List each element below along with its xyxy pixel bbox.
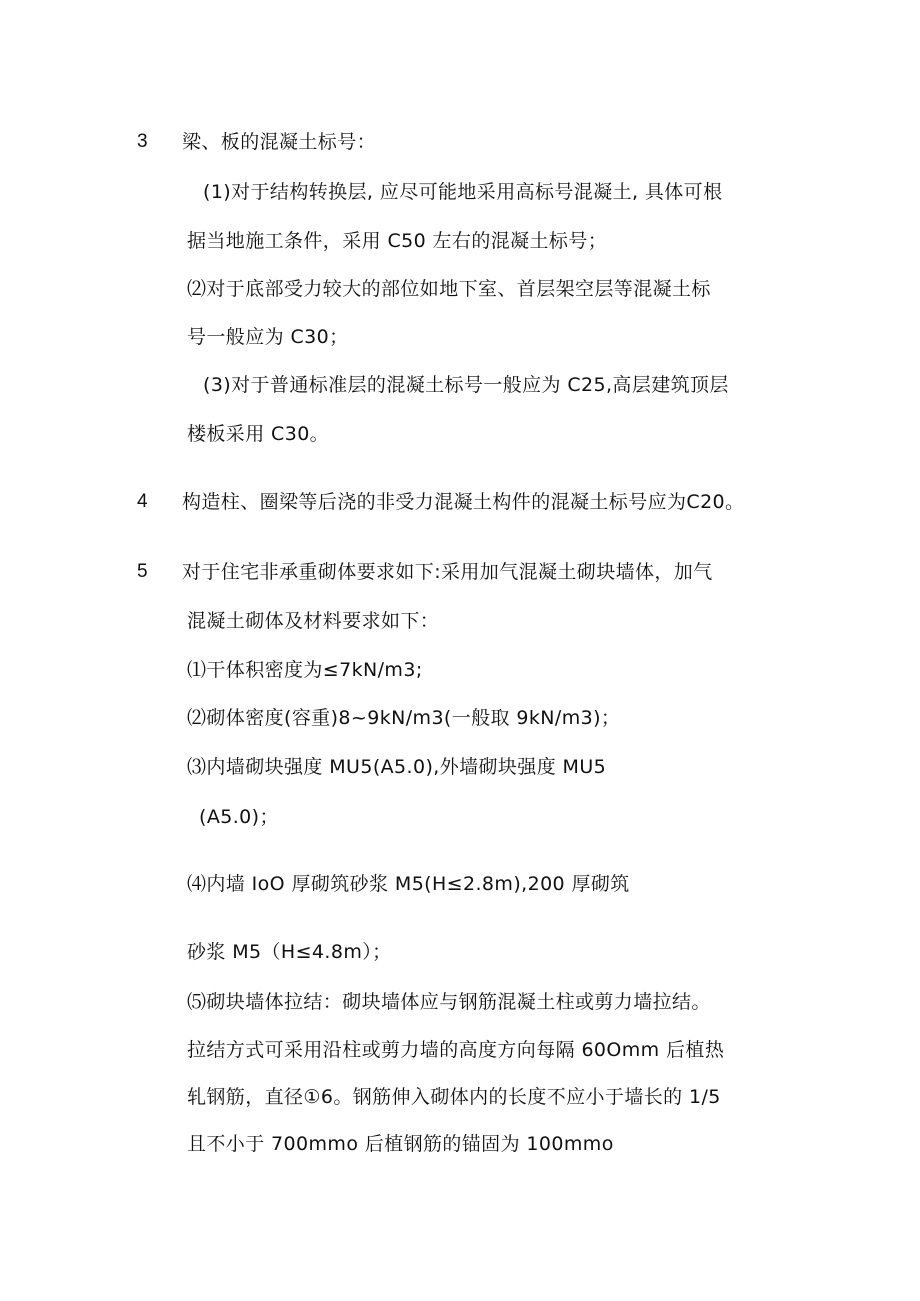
- section-5-number: 5: [137, 561, 148, 582]
- section-4-text: 构造柱、圈梁等后浇的非受力混凝土构件的混凝土标号应为C20。: [182, 491, 745, 513]
- section-5-item-3-line-2: (A5.0)；: [199, 806, 279, 828]
- section-3-item-3-line-1: (3)对于普通标准层的混凝土标号一般应为 C25,高层建筑顶层: [203, 374, 729, 396]
- section-5-item-5-line-3: 轧钢筋，直径①6。钢筋伸入砌体内的长度不应小于墙长的 1/5: [187, 1086, 721, 1108]
- section-5-item-4-line-1: ⑷内墙 IoO 厚砌筑砂浆 M5(H≤2.8m),200 厚砌筑: [187, 873, 630, 895]
- section-3-number: 3: [137, 131, 148, 152]
- section-5-item-1: ⑴干体积密度为≤7kN∕m3;: [187, 659, 423, 681]
- section-4-number: 4: [137, 491, 148, 512]
- section-5-item-4-line-2: 砂浆 M5（H≤4.8m）；: [187, 941, 392, 963]
- section-5-item-5-line-2: 拉结方式可采用沿柱或剪力墙的高度方向每隔 60Omm 后植热: [187, 1039, 725, 1061]
- section-5-item-3-line-1: ⑶内墙砌块强度 MU5(A5.0),外墙砌块强度 MU5: [187, 756, 607, 778]
- section-3-item-3-line-2: 楼板采用 C30。: [187, 423, 330, 445]
- section-5-item-2: ⑵砌体密度(容重)8~9kN∕m3(一般取 9kN∕m3)；: [187, 707, 621, 729]
- section-3-item-1-line-1: (1)对于结构转换层, 应尽可能地采用高标号混凝土, 具体可根: [203, 181, 723, 203]
- section-3-item-1-line-2: 据当地施工条件，采用 C50 左右的混凝土标号；: [187, 230, 608, 252]
- section-5-line-2: 混凝土砌体及材料要求如下：: [187, 610, 440, 632]
- section-3-item-2-line-2: 号一般应为 C30；: [187, 326, 349, 348]
- section-3-item-2-line-1: ⑵对于底部受力较大的部位如地下室、首层架空层等混凝土标: [187, 278, 711, 300]
- section-3-heading: 梁、板的混凝土标号：: [182, 131, 377, 153]
- section-5-item-5-line-4: 且不小于 700mmo 后植钢筋的锚固为 100mmo: [187, 1133, 614, 1155]
- section-5-line-1: 对于住宅非承重砌体要求如下:采用加气混凝土砌块墙体，加气: [182, 561, 713, 583]
- section-5-item-5-line-1: ⑸砌块墙体拉结：砌块墙体应与钢筋混凝土柱或剪力墙拉结。: [187, 991, 711, 1013]
